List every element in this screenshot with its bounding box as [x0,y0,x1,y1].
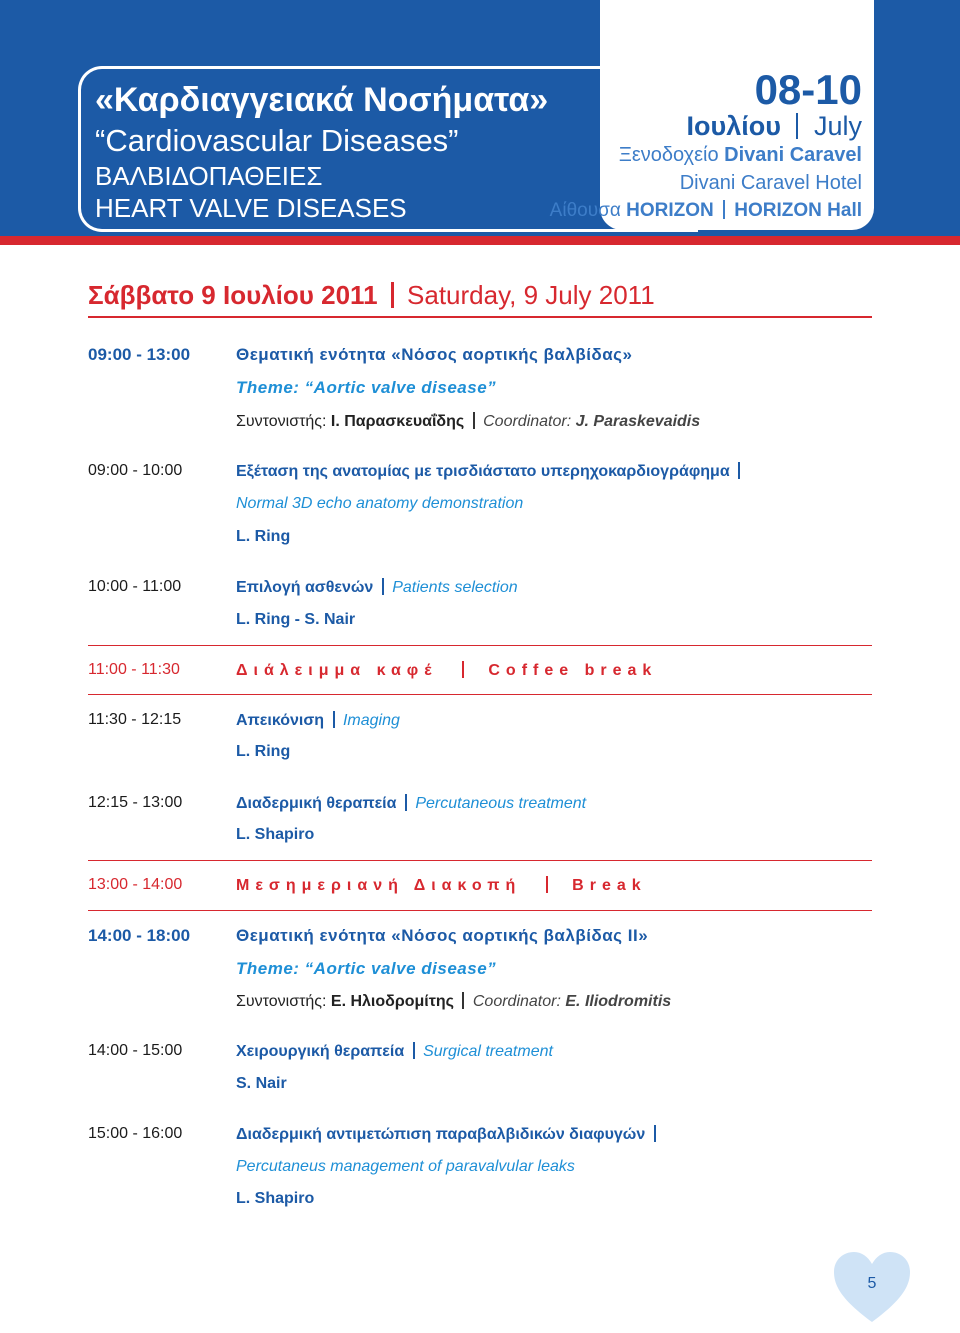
s1-talk4-time: 12:15 - 13:00 [88,794,183,811]
s1-talk2-title-gr: Επιλογή ασθενών [236,579,374,596]
coord-label-gr: Συντονιστής: [236,993,327,1010]
s1-talk4-title-en: Percutaneous treatment [415,795,587,812]
s2-talk1-title-gr: Χειρουργική θεραπεία [236,1043,405,1060]
s2-talk2-title-en: Percutaneus management of paravalvular leaks [236,1158,575,1175]
lunch-separator [546,876,548,893]
s1-talk2-speaker: L. Ring - S. Nair [236,611,356,628]
s1-talk4-title [236,794,586,813]
s1-talk1-time: 09:00 - 10:00 [88,462,183,479]
divider [88,694,872,695]
event-title-gr: «Καρδιαγγειακά Νοσήματα» [95,81,549,119]
hotel-prefix-gr: Ξενοδοχείο [618,144,719,166]
day-title-gr: Σάββατο 9 Ιουλίου 2011 [88,280,378,310]
s1-talk1-speaker: L. Ring [236,528,291,545]
s1-talk1-title-en: Normal 3D echo anatomy demonstration [236,495,524,512]
month-gr: Ιουλίου [686,111,781,141]
coffee-label-gr: Διάλειμμα καφέ [236,662,438,679]
day-title-en: Saturday, 9 July 2011 [407,280,655,310]
coffee-separator [462,661,464,678]
coffee-label-en: Coffee break [488,662,658,679]
hotel-name: Divani Caravel [724,144,862,166]
s1-talk2-title [236,578,518,597]
day-title-rule [88,316,872,318]
s1-talk1-title-gr: Εξέταση της ανατομίας με τρισδιάστατο υπερηχοκαρδιογράφημα [236,463,730,480]
hall-separator [723,200,725,219]
s1-talk3-speaker: L. Ring [236,743,291,760]
month-separator [796,113,798,139]
coord-separator [462,992,464,1009]
s1-talk3-title-en: Imaging [342,712,400,729]
s2-talk1-speaker: S. Nair [236,1075,287,1092]
s1-talk3-title-gr: Απεικόνιση [236,712,325,729]
hall-prefix-gr: Αίθουσα [549,200,621,221]
hall-name: HORIZON [626,200,714,221]
divider [88,860,872,861]
day-title [88,280,655,311]
page-number: 5 [867,1275,877,1292]
s2-talk2-time: 15:00 - 16:00 [88,1125,183,1142]
session1-time: 09:00 - 13:00 [88,345,191,364]
event-subtitle-en: HEART VALVE DISEASES [95,193,407,223]
s2-talk1-title-en: Surgical treatment [423,1043,553,1060]
coffee-time: 11:00 - 11:30 [88,661,180,678]
session2-time: 14:00 - 18:00 [88,926,191,945]
hotel-en: Divani Caravel Hotel [679,172,862,194]
session1-theme-gr: Θεματική ενότητα «Νόσος αορτικής βαλβίδας» [236,345,633,364]
header-red-stripe [0,236,960,245]
s2-talk2-title-gr: Διαδερμική αντιμετώπιση παραβαλβιδικών διαφυγών [236,1126,646,1143]
s2-talk2-title-gr-line [236,1125,660,1144]
talk-separator [738,462,740,479]
session1-coordinator [236,412,700,431]
lunch-break [236,876,647,895]
coord-name-en: J. Paraskevaidis [575,413,701,430]
s2-talk1-time: 14:00 - 15:00 [88,1042,183,1059]
talk-separator [405,794,407,811]
event-month [687,111,862,142]
divider [88,910,872,911]
divider [88,645,872,646]
s1-talk1-title-gr-line [236,462,744,481]
talk-separator [413,1042,415,1059]
month-en: July [813,111,862,141]
event-dates: 08-10 [754,66,862,113]
s1-talk2-title-en: Patients selection [392,579,518,596]
session1-theme-en: Theme: “Aortic valve disease” [236,378,497,397]
session2-theme-gr: Θεματική ενότητα «Νόσος αορτικής βαλβίδας ΙΙ» [236,926,649,945]
s1-talk4-title-gr: Διαδερμική θεραπεία [236,795,397,812]
s2-talk2-speaker: L. Shapiro [236,1190,315,1207]
s1-talk3-title [236,711,400,730]
day-title-separator [391,282,394,308]
talk-separator [382,578,384,595]
event-title-en: “Cardiovascular Diseases” [95,123,459,158]
talk-separator [333,711,335,728]
talk-separator [654,1125,656,1142]
lunch-time: 13:00 - 14:00 [88,876,183,893]
s1-talk4-speaker: L. Shapiro [236,826,315,843]
hall [550,200,862,222]
hall-en: HORIZON Hall [734,200,862,221]
s1-talk3-time: 11:30 - 12:15 [88,711,182,728]
event-subtitle-gr: ΒΑΛΒΙΔΟΠΑΘΕΙΕΣ [95,161,323,191]
hotel-gr [619,144,862,167]
s2-talk1-title [236,1042,553,1061]
s1-talk2-time: 10:00 - 11:00 [88,578,182,595]
coord-separator [473,412,475,429]
coord-label-en: Coordinator: [472,993,561,1010]
coord-name-gr: Ε. Ηλιοδρομίτης [330,993,454,1010]
coffee-break [236,661,657,680]
lunch-label-gr: Μεσημεριανή Διακοπή [236,877,522,894]
coord-label-en: Coordinator: [483,413,572,430]
date-venue-box [549,0,874,230]
coord-name-gr: Ι. Παρασκευαΐδης [330,413,465,430]
session2-coordinator [236,992,671,1011]
coord-name-en: E. Iliodromitis [565,993,672,1010]
lunch-label-en: Break [572,877,647,894]
coord-label-gr: Συντονιστής: [236,413,327,430]
session2-theme-en: Theme: “Aortic valve disease” [236,959,497,978]
